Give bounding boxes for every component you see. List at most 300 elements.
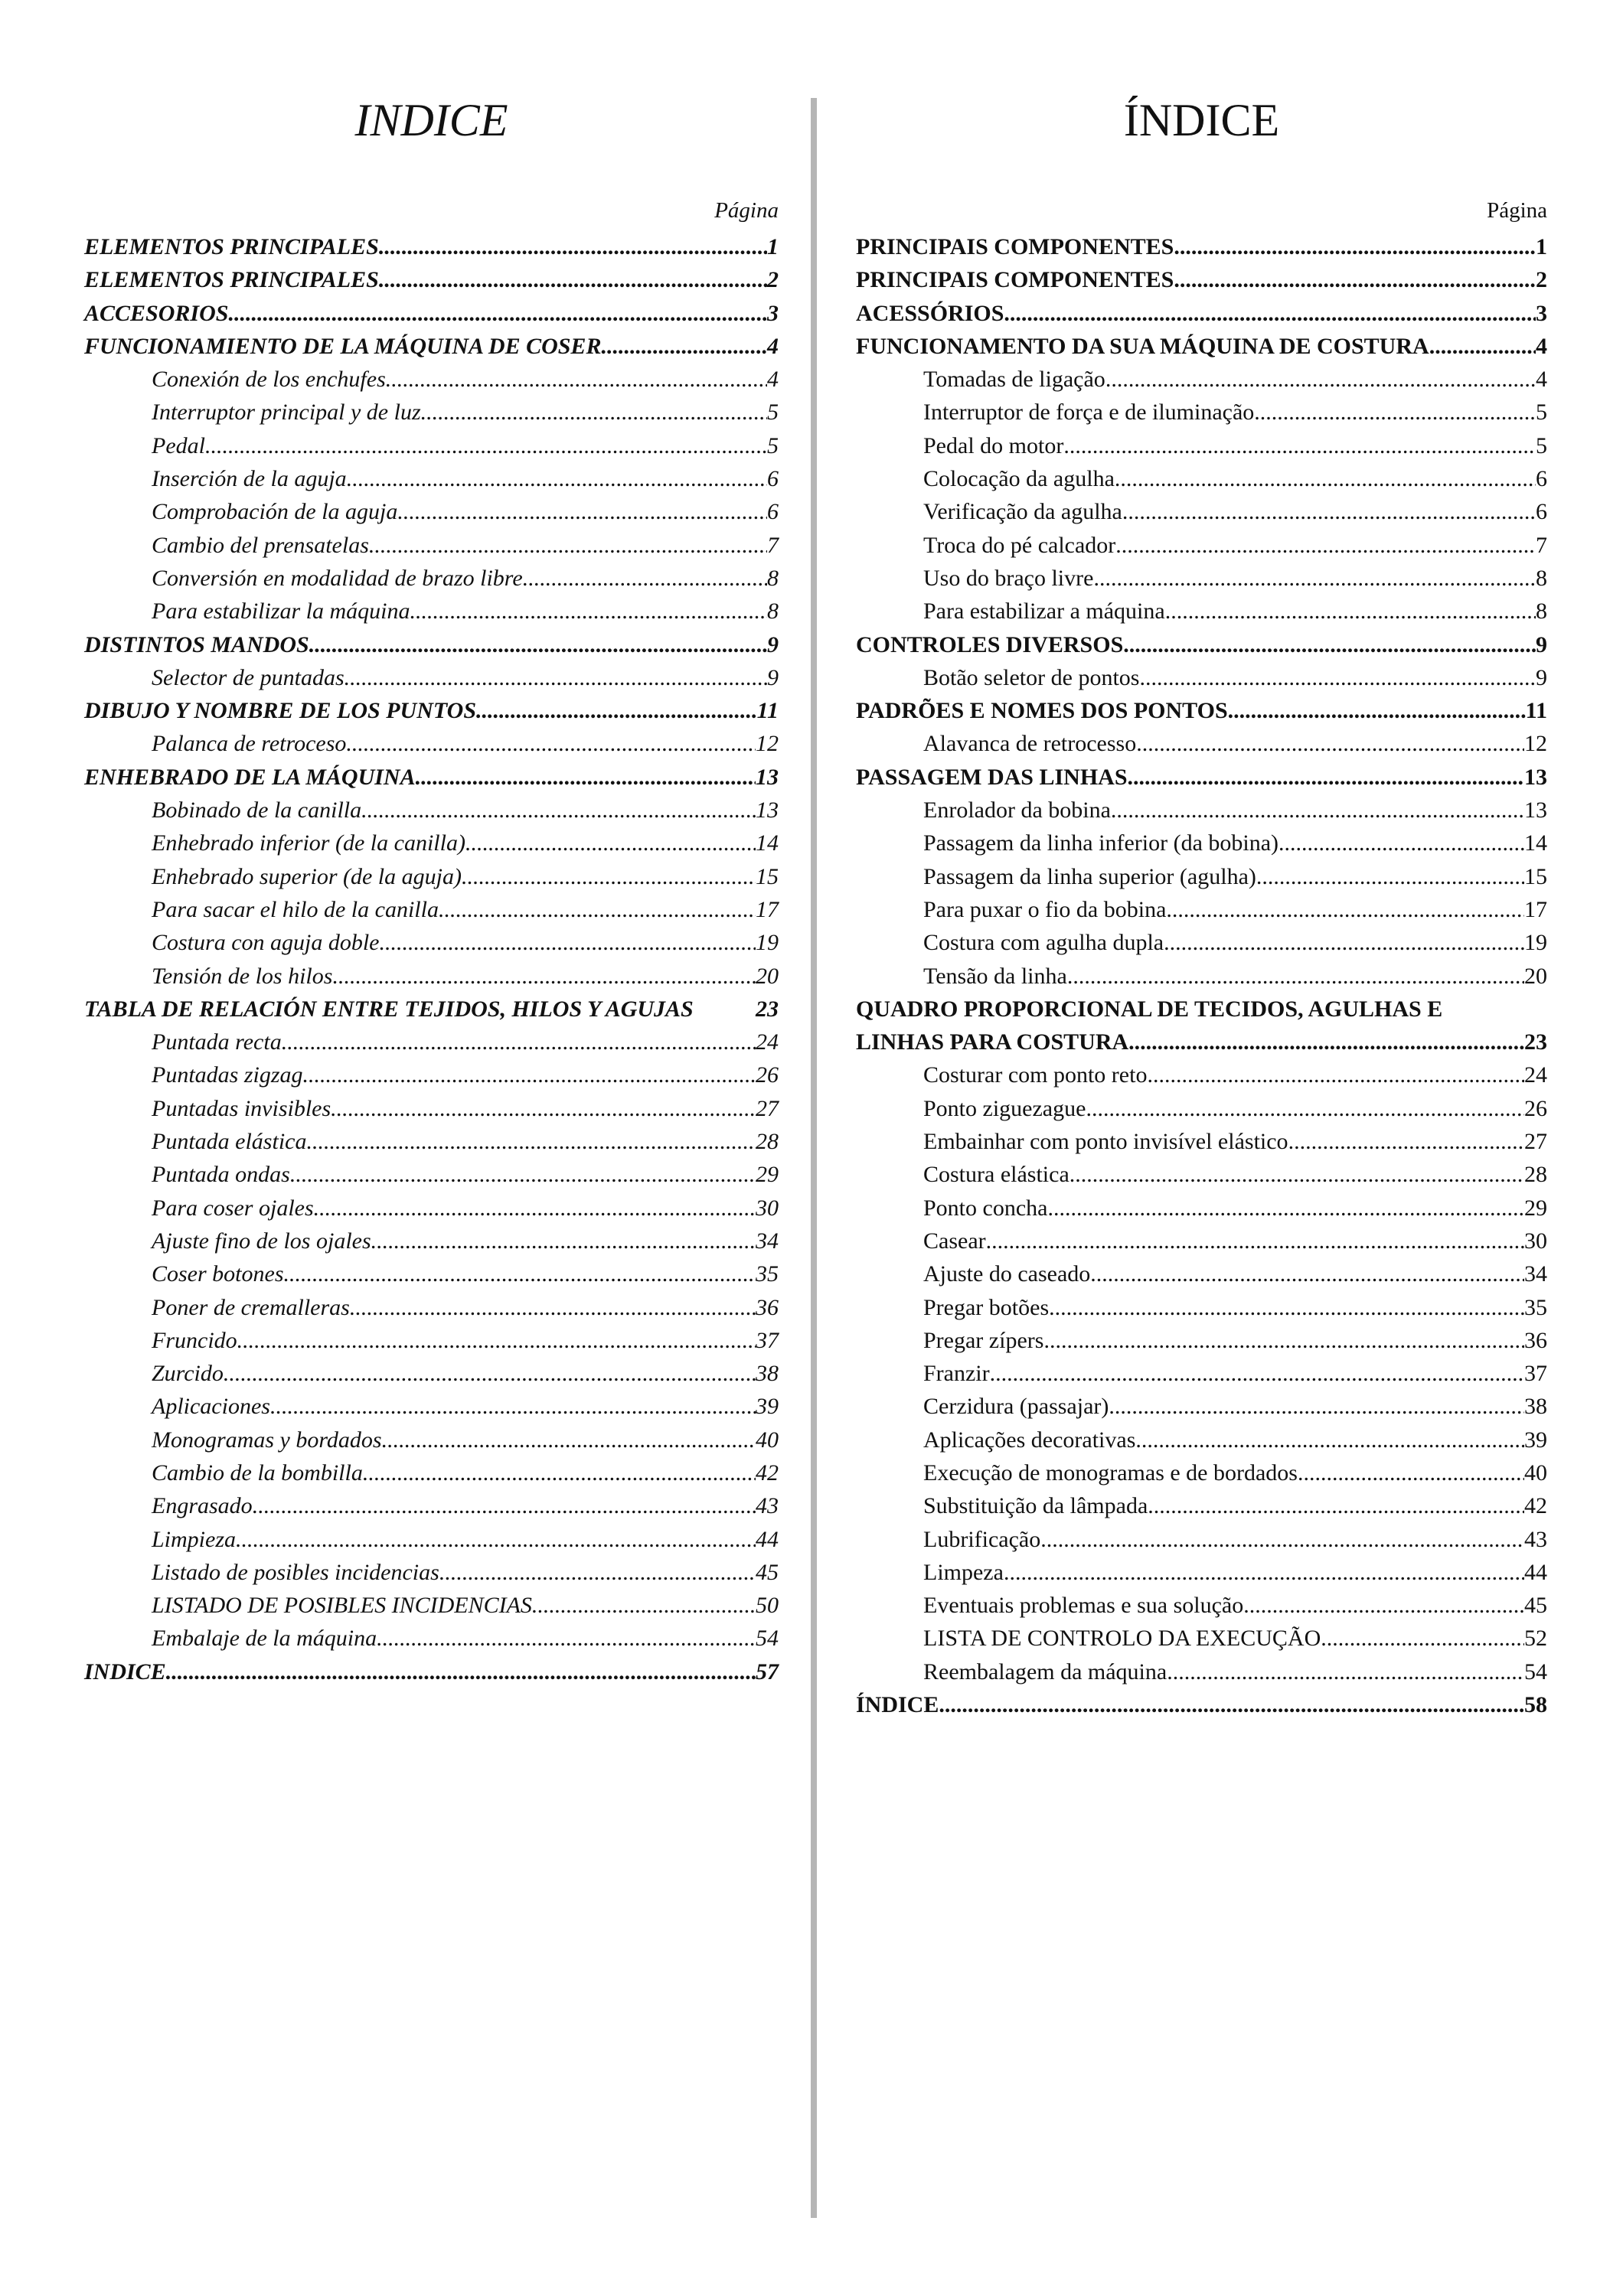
toc-entry-label: Troca do pé calcador [923,532,1116,558]
column-divider [811,98,817,2218]
toc-entry-page: 40 [1524,1459,1547,1486]
toc-entry[interactable] [84,1390,779,1423]
toc-entry[interactable] [856,926,1547,959]
dot-leader [1069,1158,1524,1191]
toc-entry-page: 17 [756,896,779,922]
toc-entry[interactable] [84,860,779,893]
dot-leader [290,1158,756,1191]
dot-leader [1128,761,1524,794]
toc-entry-page: 45 [1524,1593,1547,1619]
toc-entry-page: 5 [767,432,779,458]
page-column-label: Página [1487,198,1547,223]
toc-entry[interactable] [84,761,779,794]
dot-leader [379,230,767,263]
toc-entry-page: 5 [767,400,779,426]
toc-entry[interactable] [84,1291,779,1324]
toc-entry-page: 6 [767,466,779,492]
toc-entry-label: ACESSÓRIOS [856,300,1004,326]
toc-entry[interactable] [84,1058,779,1091]
toc-entry-page: 2 [1536,267,1547,293]
toc-entry[interactable] [856,661,1547,694]
dot-leader [345,661,767,694]
toc-entry[interactable] [856,462,1547,495]
dot-leader [382,1424,756,1456]
dot-leader [237,1324,756,1357]
toc-entry-page: 9 [1536,631,1547,657]
toc-entry-label: Costura com agulha dupla [923,930,1164,956]
toc-entry[interactable] [856,1424,1547,1456]
toc-entry-label: Pedal [152,432,205,458]
dot-leader [416,761,756,794]
toc-entry[interactable] [84,628,779,661]
toc-entry[interactable] [84,1158,779,1191]
dot-leader [1167,1655,1524,1688]
toc-entry-page: 4 [1536,333,1547,359]
toc-entry-label: Casear [923,1228,986,1254]
toc-entry[interactable] [84,462,779,495]
dot-leader [228,297,767,330]
toc-entry[interactable] [84,1456,779,1489]
toc-entry[interactable] [856,1324,1547,1357]
toc-entry-label: Monogramas y bordados [152,1427,382,1453]
toc-entry-page: 12 [1524,731,1547,757]
toc-entry-page: 43 [1524,1526,1547,1552]
toc-entry-label: Tomadas de ligação [923,367,1105,393]
toc-entry-label: Conexión de los enchufes [152,367,386,393]
toc-entry-page: 57 [756,1658,779,1684]
dot-leader [601,330,767,363]
toc-entry[interactable] [856,628,1547,661]
dot-leader [532,1589,756,1622]
toc-entry-page: 19 [1524,930,1547,956]
toc-entry-page: 11 [756,698,779,724]
toc-entry-label: Para estabilizar a máquina [923,598,1165,625]
dot-leader [528,562,767,595]
toc-entry[interactable] [84,727,779,760]
toc-entry[interactable] [856,1257,1547,1290]
dot-leader [1228,694,1526,727]
toc-entry-page: 38 [756,1361,779,1387]
toc-entry-label: Para sacar el hilo de la canilla [152,896,439,922]
toc-entry-page: 7 [767,532,779,558]
toc-entry[interactable] [856,960,1547,993]
dot-leader [346,727,756,760]
dot-leader [410,595,767,628]
toc-entry-page: 9 [1536,664,1547,690]
toc-entry[interactable] [84,1589,779,1622]
toc-entry-label: Fruncido [152,1327,237,1353]
toc-entry[interactable] [856,827,1547,859]
toc-entry[interactable] [84,926,779,959]
toc-entry-label: LISTADO DE POSIBLES INCIDENCIAS [152,1593,532,1619]
toc-entry-label: QUADRO PROPORCIONAL DE TECIDOS, AGULHAS E [856,996,1443,1022]
dot-leader [1321,1622,1524,1655]
toc-entry-page: 2 [767,267,779,293]
toc-entry[interactable] [84,330,779,363]
dot-leader [1111,794,1524,827]
toc-entry[interactable] [84,1489,779,1522]
toc-entry[interactable] [84,694,779,727]
dot-leader [369,529,767,562]
dot-leader [380,926,756,959]
dot-leader [1166,893,1524,926]
toc-entry-page: 54 [756,1626,779,1652]
toc-entry[interactable] [84,1225,779,1257]
toc-entry[interactable] [856,429,1547,462]
toc-entry-label: Enhebrado inferior (de la canilla) [152,830,465,856]
toc-entry[interactable] [856,495,1547,528]
toc-entry-page: 27 [756,1095,779,1121]
toc-entry-label: PRINCIPAIS COMPONENTES [856,267,1174,293]
toc-entry-label: ENHEBRADO DE LA MÁQUINA [84,764,416,790]
toc-entry-page: 29 [756,1162,779,1188]
toc-entry-page: 4 [1536,367,1547,393]
toc-entry-label: Limpieza [152,1526,237,1552]
table-of-contents [856,230,1547,1721]
toc-entry-page: 36 [756,1294,779,1320]
toc-entry-label: Embalaje de la máquina [152,1626,377,1652]
toc-entry[interactable] [84,1655,779,1688]
toc-entry-page: 58 [1524,1692,1547,1718]
toc-entry-page: 20 [756,963,779,989]
toc-entry[interactable] [856,1158,1547,1191]
dot-leader [1139,661,1536,694]
page-title: ÍNDICE [1123,95,1280,145]
toc-entry[interactable] [84,1192,779,1225]
toc-entry[interactable] [84,529,779,562]
dot-leader [439,1556,756,1589]
table-of-contents [84,230,779,1688]
toc-entry-label: DISTINTOS MANDOS [84,631,309,657]
dot-leader [303,1058,756,1091]
page-column-label: Página [714,198,779,223]
toc-entry-label: Ajuste do caseado [923,1261,1091,1287]
toc-entry[interactable] [856,761,1547,794]
dot-leader [1256,860,1524,893]
dot-leader [1115,529,1536,562]
toc-entry-page: 26 [756,1062,779,1088]
toc-entry-page: 13 [1524,797,1547,823]
dot-leader [439,893,756,926]
dot-leader [1174,230,1536,263]
toc-entry-page: 28 [1524,1162,1547,1188]
dot-leader [1148,1489,1524,1522]
toc-entry[interactable] [84,1556,779,1589]
toc-entry-page: 1 [767,234,779,259]
toc-entry-page: 15 [1524,863,1547,889]
toc-entry-label: Embainhar com ponto invisível elástico [923,1129,1288,1155]
toc-entry[interactable] [856,727,1547,760]
toc-entry[interactable] [84,1125,779,1158]
toc-entry[interactable] [84,363,779,396]
toc-entry[interactable] [856,1589,1547,1622]
toc-entry-label: Inserción de la aguja [152,466,347,492]
toc-entry[interactable] [856,1456,1547,1489]
toc-entry-label: Selector de puntadas [152,664,345,690]
toc-entry[interactable] [856,230,1547,263]
toc-entry-label: Puntada recta [152,1029,282,1055]
toc-entry-page: 13 [756,797,779,823]
toc-entry-page: 30 [1524,1228,1547,1254]
dot-leader [379,263,767,296]
toc-entry-page: 34 [756,1228,779,1254]
dot-leader [1123,628,1536,661]
toc-entry-page: 9 [767,664,779,690]
dot-leader [1254,396,1536,429]
dot-leader [990,1357,1524,1390]
toc-entry[interactable] [856,1357,1547,1390]
dot-leader [1043,1324,1524,1357]
dot-leader [421,396,767,429]
toc-entry-page: 30 [756,1195,779,1221]
toc-entry-label: TABLA DE RELACIÓN ENTRE TEJIDOS, HILOS Y AGUJAS [84,996,694,1022]
toc-entry-label: ELEMENTOS PRINCIPALES [84,267,379,293]
dot-leader [1047,1192,1524,1225]
toc-entry[interactable] [856,1622,1547,1655]
dot-leader [1086,1092,1524,1125]
toc-entry[interactable] [856,993,1547,1059]
toc-entry-label: Enrolador da bobina [923,797,1111,823]
dot-leader [332,960,756,993]
dot-leader [1278,827,1524,859]
dot-leader [253,1489,756,1522]
toc-entry[interactable] [856,694,1547,727]
toc-entry-page: 19 [756,930,779,956]
page-title: INDICE [354,95,508,145]
toc-entry-page: 3 [767,300,779,326]
toc-entry-label: Tensión de los hilos [152,963,333,989]
toc-entry-page: 29 [1524,1195,1547,1221]
toc-entry-label: Costurar com ponto reto [923,1062,1148,1088]
toc-entry[interactable] [856,297,1547,330]
toc-entry-page: 13 [756,764,779,790]
dot-leader [350,1291,756,1324]
toc-entry[interactable] [84,297,779,330]
toc-entry[interactable] [856,363,1547,396]
toc-entry-label: PADRÕES E NOMES DOS PONTOS [856,698,1228,724]
toc-entry-page: 44 [756,1526,779,1552]
toc-entry-label: ÍNDICE [856,1692,939,1718]
toc-entry-page: 8 [767,598,779,625]
dot-leader [309,628,767,661]
dot-leader [1105,363,1536,396]
toc-entry[interactable] [84,1357,779,1390]
toc-entry-page: 36 [1524,1327,1547,1353]
toc-entry-page: 4 [767,367,779,393]
toc-entry[interactable] [856,1655,1547,1688]
toc-entry-page: 23 [756,996,779,1022]
toc-entry[interactable] [84,562,779,595]
toc-entry[interactable] [856,1291,1547,1324]
toc-entry[interactable] [856,562,1547,595]
dot-leader [331,1092,756,1125]
dot-leader [1164,926,1524,959]
toc-entry-page: 42 [756,1459,779,1486]
toc-entry-page: 23 [1524,1029,1547,1055]
toc-entry-label: Eventuais problemas e sua solução [923,1593,1244,1619]
toc-entry-label: Alavanca de retrocesso [923,731,1137,757]
dot-leader [1004,1556,1524,1589]
dot-leader [1004,297,1536,330]
toc-entry[interactable] [84,230,779,263]
toc-entry[interactable] [84,595,779,628]
toc-entry[interactable] [856,860,1547,893]
index-column-spanish [84,90,779,1688]
toc-entry-label: Listado de posibles incidencias [152,1559,439,1585]
toc-entry-page: 11 [1525,698,1547,724]
toc-entry-label: Franzir [923,1361,990,1387]
toc-entry[interactable] [84,1622,779,1655]
toc-entry-label: LINHAS PARA COSTURA [856,1029,1129,1055]
toc-entry-label: DIBUJO Y NOMBRE DE LOS PUNTOS [84,698,477,724]
toc-entry[interactable] [84,1026,779,1058]
toc-entry-label: Execução de monogramas e de bordados [923,1459,1298,1486]
toc-entry[interactable] [856,396,1547,429]
toc-entry-page: 9 [767,631,779,657]
toc-entry-line [856,1026,1547,1058]
toc-entry-label: Reembalagem da máquina [923,1658,1167,1684]
toc-entry[interactable] [84,263,779,296]
toc-entry-page: 6 [1536,466,1547,492]
dot-leader [166,1655,756,1688]
toc-entry-label: Coser botones [152,1261,284,1287]
toc-entry-label: Passagem da linha superior (agulha) [923,863,1256,889]
toc-entry-page: 5 [1536,432,1547,458]
dot-leader [363,1456,756,1489]
dot-leader [1174,263,1536,296]
toc-entry-page: 37 [1524,1361,1547,1387]
toc-entry-label: Ponto ziguezague [923,1095,1086,1121]
dot-leader [1165,595,1536,628]
toc-entry-label: Costura elástica [923,1162,1069,1188]
toc-entry-page: 44 [1524,1559,1547,1585]
toc-entry-label: Colocação da agulha [923,466,1115,492]
toc-entry[interactable] [84,827,779,859]
toc-entry[interactable] [84,429,779,462]
toc-entry-label: Palanca de retroceso [152,731,347,757]
toc-entry-label: CONTROLES DIVERSOS [856,631,1124,657]
toc-entry-page: 14 [1524,830,1547,856]
toc-entry-page: 26 [1524,1095,1547,1121]
toc-entry-label: Bobinado de la canilla [152,797,362,823]
toc-entry-label: ACCESORIOS [84,300,229,326]
toc-entry[interactable] [856,1058,1547,1091]
toc-entry-label: Pregar zípers [923,1327,1044,1353]
toc-entry-page: 8 [767,565,779,591]
toc-entry-label: Limpeza [923,1559,1004,1585]
toc-entry-label: Puntada elástica [152,1129,307,1155]
toc-entry-label: Substituição da lâmpada [923,1493,1148,1519]
toc-entry-label: Ajuste fino de los ojales [152,1228,371,1254]
dot-leader [205,429,767,462]
dot-leader [1115,462,1536,495]
toc-entry[interactable] [84,1424,779,1456]
index-column-portuguese [856,90,1547,1721]
toc-entry[interactable] [84,893,779,926]
toc-entry[interactable] [84,1523,779,1556]
toc-entry-page: 17 [1524,896,1547,922]
toc-entry-label: Aplicaciones [152,1394,270,1420]
toc-entry-label: Comprobación de la aguja [152,499,398,525]
toc-entry-page: 54 [1524,1658,1547,1684]
toc-entry-label: Para estabilizar la máquina [152,598,410,625]
toc-entry[interactable] [84,1324,779,1357]
toc-entry[interactable] [856,330,1547,363]
toc-entry-label: Cerzidura (passajar) [923,1394,1109,1420]
dot-leader [1298,1456,1524,1489]
toc-entry[interactable] [856,1390,1547,1423]
toc-entry-label: Aplicações decorativas [923,1427,1136,1453]
dot-leader [371,1225,756,1257]
toc-entry-label: Poner de cremalleras [152,1294,350,1320]
toc-entry[interactable] [856,1125,1547,1158]
toc-entry-page: 1 [1536,234,1547,259]
dot-leader [1135,1424,1524,1456]
toc-entry-page: 12 [756,731,779,757]
toc-entry[interactable] [84,794,779,827]
toc-entry-label: Pregar botões [923,1294,1050,1320]
toc-entry[interactable] [856,1225,1547,1257]
toc-entry-label: ELEMENTOS PRINCIPALES [84,234,379,259]
toc-entry[interactable] [856,893,1547,926]
dot-leader [224,1357,756,1390]
toc-entry-label: Passagem da linha inferior (da bobina) [923,830,1279,856]
toc-entry[interactable] [84,396,779,429]
dot-leader [236,1523,756,1556]
toc-entry[interactable] [856,529,1547,562]
toc-entry[interactable] [856,595,1547,628]
toc-entry-page: 45 [756,1559,779,1585]
toc-entry[interactable] [84,1092,779,1125]
toc-entry-page: 3 [1536,300,1547,326]
toc-entry-label: Lubrificação [923,1526,1041,1552]
toc-entry-page: 4 [767,333,779,359]
dot-leader [986,1225,1524,1257]
toc-entry[interactable] [856,1523,1547,1556]
dot-leader [1063,429,1536,462]
toc-entry-page: 34 [1524,1261,1547,1287]
dot-leader [347,462,767,495]
toc-entry[interactable] [856,1092,1547,1125]
toc-entry[interactable] [856,1489,1547,1522]
toc-entry[interactable] [856,1688,1547,1721]
toc-entry[interactable] [856,1556,1547,1589]
toc-entry-page: 8 [1536,598,1547,625]
dot-leader [397,495,767,528]
toc-entry-label: Ponto concha [923,1195,1048,1221]
toc-entry-page: 6 [1536,499,1547,525]
toc-entry[interactable] [84,1257,779,1290]
toc-entry-label: PASSAGEM DAS LINHAS [856,764,1128,790]
dot-leader [1243,1589,1524,1622]
dot-leader [306,1125,756,1158]
toc-entry[interactable] [856,794,1547,827]
toc-entry[interactable] [84,960,779,993]
dot-leader [465,827,756,859]
dot-leader [1429,330,1536,363]
toc-entry[interactable] [84,661,779,694]
toc-entry[interactable] [856,263,1547,296]
toc-entry[interactable] [84,495,779,528]
toc-entry[interactable] [84,993,779,1026]
toc-entry-page: 50 [756,1593,779,1619]
toc-entry-label: Puntadas invisibles [152,1095,331,1121]
toc-entry[interactable] [856,1192,1547,1225]
toc-entry-label: Uso do braço livre [923,565,1094,591]
toc-entry-page: 39 [756,1394,779,1420]
dot-leader [282,1026,756,1058]
toc-entry-page: 40 [756,1427,779,1453]
